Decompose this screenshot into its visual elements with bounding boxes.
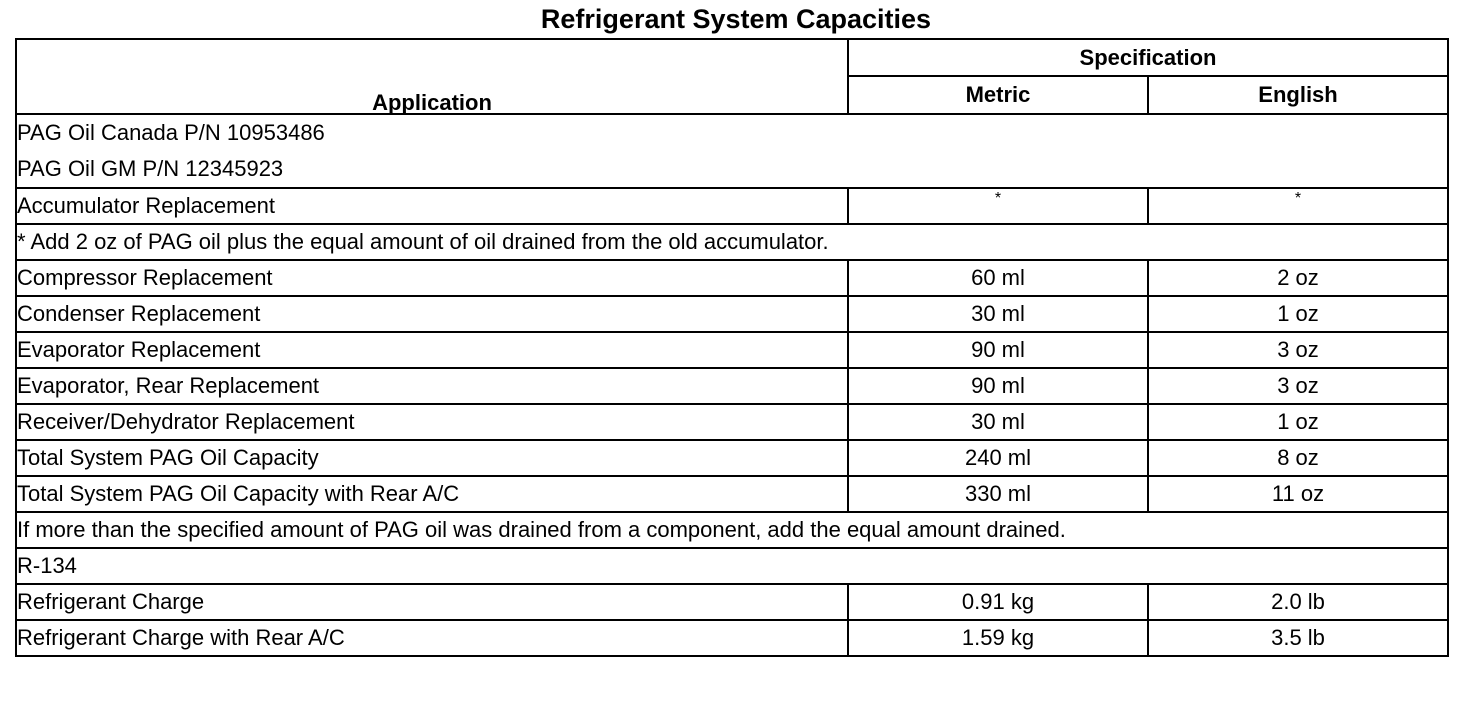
note-row [16, 224, 1448, 260]
application-cell: Refrigerant Charge [16, 584, 848, 620]
application-cell: Evaporator, Rear Replacement [16, 368, 848, 404]
table-row [16, 476, 1448, 512]
english-cell: 3.5 lb [1148, 620, 1448, 656]
page-title: Refrigerant System Capacities [540, 4, 932, 34]
capacities-table [15, 38, 1449, 657]
table-row [16, 404, 1448, 440]
pag-oil-canada-part-number: PAG Oil Canada P/N 10953486 [17, 120, 325, 145]
metric-cell: 0.91 kg [848, 584, 1148, 620]
english-cell: 8 oz [1148, 440, 1448, 476]
application-cell: Condenser Replacement [16, 296, 848, 332]
table-row [16, 440, 1448, 476]
metric-cell: 30 ml [848, 404, 1148, 440]
english-cell: 3 oz [1148, 368, 1448, 404]
column-header-metric: Metric [848, 76, 1148, 114]
english-cell: 2 oz [1148, 260, 1448, 296]
column-header-specification: Specification [848, 39, 1448, 76]
application-cell: Receiver/Dehydrator Replacement [16, 404, 848, 440]
accumulator-note: * Add 2 oz of PAG oil plus the equal amount of oil drained from the old accumulator. [16, 224, 1448, 260]
english-cell: * [1148, 188, 1448, 224]
application-cell: Accumulator Replacement [16, 188, 848, 224]
pag-oil-part-numbers [16, 114, 1448, 188]
table-row [16, 584, 1448, 620]
table-row [16, 260, 1448, 296]
english-cell: 1 oz [1148, 404, 1448, 440]
application-cell: Compressor Replacement [16, 260, 848, 296]
application-cell: Total System PAG Oil Capacity [16, 440, 848, 476]
metric-cell: 90 ml [848, 332, 1148, 368]
section-row-pag-oil [16, 114, 1448, 188]
table-row [16, 296, 1448, 332]
application-cell: Total System PAG Oil Capacity with Rear A/C [16, 476, 848, 512]
note-row [16, 512, 1448, 548]
pag-oil-gm-part-number: PAG Oil GM P/N 12345923 [17, 156, 284, 181]
table-header-row [16, 39, 1448, 76]
english-cell: 3 oz [1148, 332, 1448, 368]
application-cell: Refrigerant Charge with Rear A/C [16, 620, 848, 656]
table-row [16, 368, 1448, 404]
table-row [16, 620, 1448, 656]
english-cell: 11 oz [1148, 476, 1448, 512]
section-row-refrigerant [16, 548, 1448, 584]
refrigerant-type: R-134 [16, 548, 1448, 584]
metric-cell: * [848, 188, 1148, 224]
table-row [16, 332, 1448, 368]
english-cell: 2.0 lb [1148, 584, 1448, 620]
metric-cell: 30 ml [848, 296, 1148, 332]
drain-note: If more than the specified amount of PAG oil was drained from a component, add the equal amount drained. [16, 512, 1448, 548]
metric-cell: 330 ml [848, 476, 1148, 512]
metric-cell: 240 ml [848, 440, 1148, 476]
column-header-application: Application [16, 39, 848, 114]
metric-cell: 90 ml [848, 368, 1148, 404]
metric-cell: 60 ml [848, 260, 1148, 296]
column-header-english: English [1148, 76, 1448, 114]
metric-cell: 1.59 kg [848, 620, 1148, 656]
application-cell: Evaporator Replacement [16, 332, 848, 368]
english-cell: 1 oz [1148, 296, 1448, 332]
table-row [16, 188, 1448, 224]
